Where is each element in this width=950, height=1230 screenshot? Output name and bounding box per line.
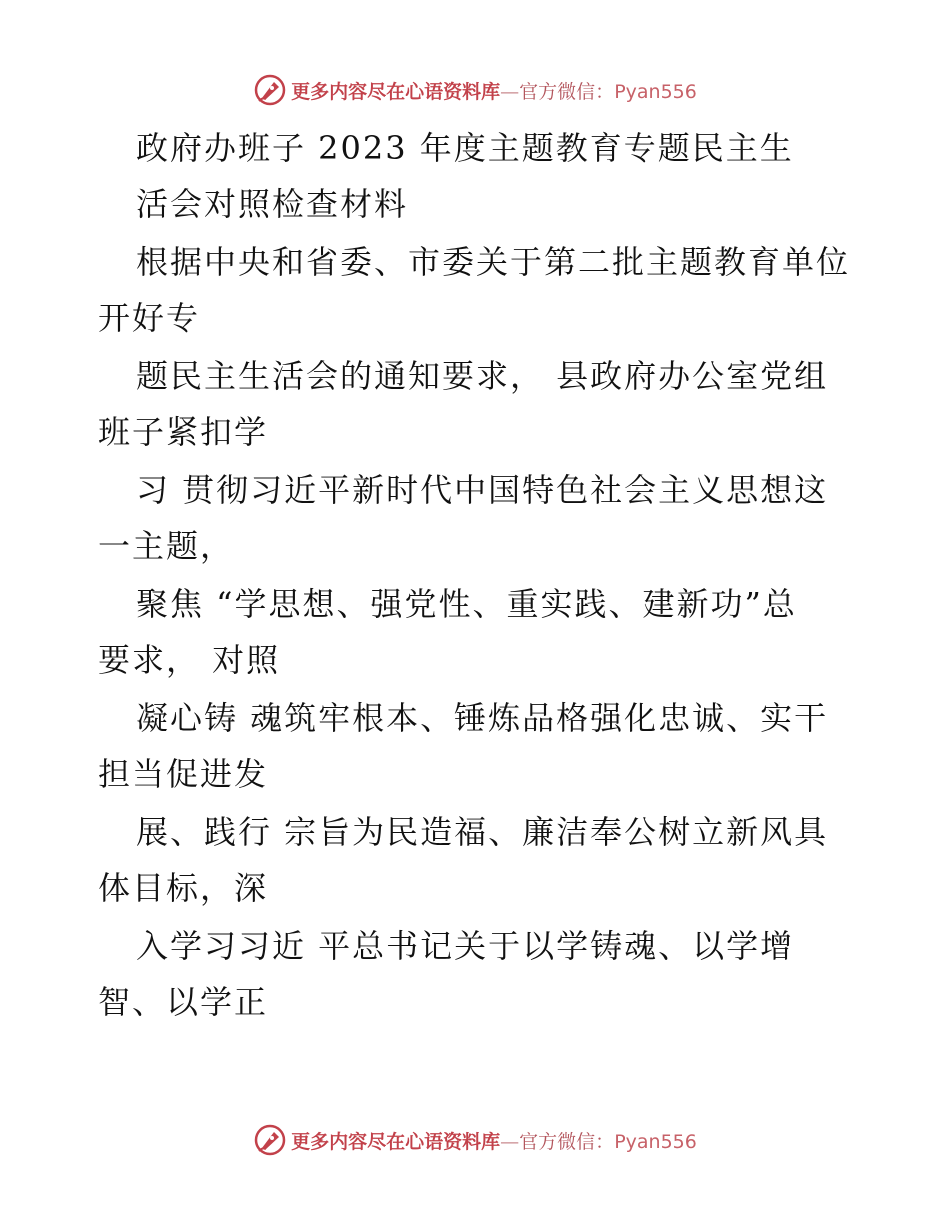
watermark-handle: Pyan556	[614, 1130, 697, 1153]
pen-nib-logo-icon	[253, 1123, 287, 1157]
watermark-separator: —	[500, 1130, 520, 1153]
doc-line: 根据中央和省委、市委关于第二批主题教育单位	[136, 243, 851, 281]
doc-line-title-2: 活会对照检查材料	[136, 185, 409, 223]
watermark-text	[291, 77, 697, 104]
doc-line-title-1: 政府办班子 2023 年度主题教育专题民主生	[136, 129, 794, 167]
doc-line: 智、以学正	[98, 983, 269, 1021]
doc-line: 担当促进发	[98, 755, 269, 793]
doc-line: 题民主生活会的通知要求， 县政府办公室党组	[136, 357, 829, 395]
watermark-label: 官方微信：	[519, 1130, 615, 1153]
pen-nib-logo-icon	[253, 73, 287, 107]
doc-line: 要求， 对照	[98, 641, 281, 679]
doc-line: 入学习习近 平总书记关于以学铸魂、以学增	[136, 927, 795, 965]
header-watermark	[0, 70, 950, 110]
doc-line: 体目标，深	[98, 869, 269, 907]
doc-line: 凝心铸 魂筑牢根本、锤炼品格强化忠诚、实干	[136, 699, 829, 737]
watermark-brand: 更多内容尽在心语资料库	[291, 1130, 501, 1153]
doc-line: 习 贯彻习近平新时代中国特色社会主义思想这	[136, 471, 829, 509]
watermark-handle: Pyan556	[614, 80, 697, 103]
footer-watermark	[0, 1120, 950, 1160]
watermark-separator: —	[500, 80, 520, 103]
doc-line: 班子紧扣学	[98, 413, 269, 451]
doc-line: 聚焦 “学思想、强党性、重实践、建新功”总	[136, 585, 797, 623]
doc-line: 展、践行 宗旨为民造福、廉洁奉公树立新风具	[136, 813, 829, 851]
doc-line: 一主题，	[98, 527, 235, 565]
watermark-brand: 更多内容尽在心语资料库	[291, 80, 501, 103]
watermark-text	[291, 1127, 697, 1154]
doc-line: 开好专	[98, 299, 201, 337]
watermark-label: 官方微信：	[519, 80, 615, 103]
